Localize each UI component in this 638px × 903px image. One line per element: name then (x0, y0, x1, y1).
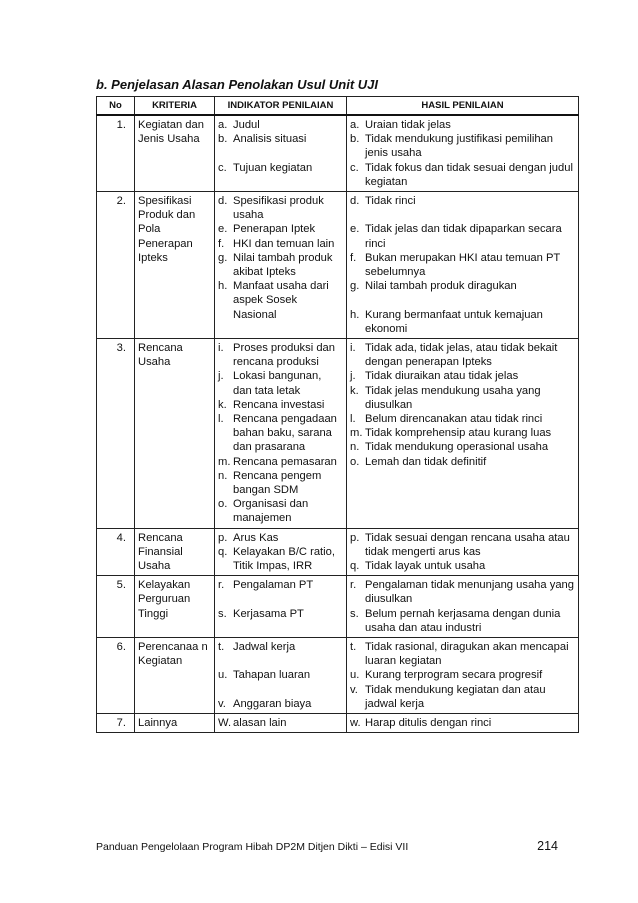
item-letter: t. (350, 641, 357, 654)
item-letter: i. (350, 342, 356, 355)
list-item (218, 341, 343, 369)
item-letter: g. (218, 251, 228, 264)
list-item (218, 697, 343, 711)
item-letter: c. (218, 161, 227, 174)
list-item (218, 545, 343, 573)
spacer (218, 654, 343, 668)
list-item (350, 716, 575, 730)
item-letter: o. (350, 455, 360, 468)
item-letter: d. (350, 195, 360, 208)
cell-kriteria: Spesifikasi Produk dan Pola Penerapan Ipteks (135, 192, 215, 339)
spacer (218, 592, 343, 606)
table-row (97, 339, 579, 529)
item-text: Tidak komprehensip atau kurang luas (365, 427, 552, 440)
item-letter: b. (350, 133, 360, 146)
item-letter: k. (218, 398, 227, 411)
list-item (350, 668, 575, 682)
item-text: Kerjasama PT (233, 607, 304, 620)
item-text: Analisis situasi (233, 133, 307, 146)
item-text: Tidak fokus dan tidak sesuai dengan judul kegiatan (365, 161, 573, 188)
section-title: b. Penjelasan Alasan Penolakan Usul Unit UJI (96, 77, 378, 92)
item-letter: e. (350, 223, 360, 236)
cell-no: 2. (97, 192, 135, 339)
cell-indikator (215, 638, 347, 714)
item-text: Tidak rinci (365, 195, 416, 208)
item-text: Kurang bermanfaat untuk kemajuan ekonomi (365, 308, 543, 335)
item-text: Tidak jelas dan tidak dipaparkan secara rinci (365, 223, 562, 250)
item-letter: o. (218, 498, 228, 511)
rejection-criteria-table (96, 96, 579, 733)
item-text: Anggaran biaya (233, 697, 312, 710)
item-text: Uraian tidak jelas (365, 119, 451, 131)
list-item (218, 531, 343, 545)
item-letter: m. (218, 455, 231, 468)
cell-kriteria: Rencana Usaha (135, 339, 215, 529)
list-item (350, 578, 575, 606)
item-text: Rencana investasi (233, 398, 325, 411)
header-no: No (97, 97, 135, 116)
item-text: Proses produksi dan rencana produksi (233, 342, 335, 369)
item-text: Bukan merupakan HKI atau temuan PT sebelumnya (365, 251, 561, 279)
item-text: Belum pernah kerjasama dengan dunia usaha dan atau industri (365, 607, 561, 634)
item-text: Pengalaman tidak menunjang usaha yang diusulkan (365, 579, 574, 606)
list-item (350, 440, 575, 454)
list-item (350, 531, 575, 559)
cell-indikator (215, 115, 347, 192)
item-text: Tidak mendukung operasional usaha (365, 441, 549, 454)
item-text: Tidak rasional, diragukan akan mencapai luaran kegiatan (365, 641, 569, 668)
list-item (218, 279, 343, 322)
list-item (218, 161, 343, 175)
list-item (350, 455, 575, 469)
list-item (350, 194, 575, 208)
item-text: Jadwal kerja (233, 641, 296, 654)
item-text: Rencana pengadaan bahan baku, sarana dan prasarana (233, 413, 337, 454)
item-text: Arus Kas (233, 531, 279, 544)
item-letter: l. (218, 413, 224, 426)
header-kriteria: KRITERIA (135, 97, 215, 116)
item-text: HKI dan temuan lain (233, 237, 335, 250)
item-letter: g. (350, 280, 360, 293)
spacer (218, 683, 343, 697)
item-letter: p. (350, 531, 360, 544)
list-item (218, 716, 343, 730)
spacer (218, 146, 343, 160)
item-text: Kurang terprogram secara progresif (365, 669, 543, 682)
item-letter: e. (218, 223, 228, 236)
item-text: Manfaat usaha dari aspek Sosek Nasional (233, 280, 329, 321)
item-letter: q. (218, 545, 228, 558)
item-letter: n. (350, 441, 360, 454)
list-item (350, 251, 575, 279)
list-item (350, 222, 575, 250)
item-text: Rencana pengem bangan SDM (233, 469, 322, 497)
cell-no: 3. (97, 339, 135, 529)
cell-hasil (347, 192, 579, 339)
item-text: Pengalaman PT (233, 579, 314, 592)
item-letter: r. (350, 579, 357, 592)
item-text: Nilai tambah produk akibat Ipteks (233, 251, 333, 279)
item-text: alasan lain (233, 717, 287, 730)
item-letter: v. (218, 697, 226, 710)
item-letter: l. (350, 413, 356, 426)
item-letter: u. (350, 669, 360, 682)
item-letter: a. (350, 119, 360, 131)
table-row (97, 528, 579, 576)
list-item (218, 398, 343, 412)
item-letter: k. (350, 384, 359, 397)
list-item (350, 161, 575, 189)
cell-indikator (215, 528, 347, 576)
list-item (350, 607, 575, 635)
list-item (350, 308, 575, 336)
item-letter: h. (350, 308, 360, 321)
item-text: Belum direncanakan atau tidak rinci (365, 413, 543, 426)
list-item (218, 222, 343, 236)
table-row (97, 192, 579, 339)
page-footer (96, 839, 558, 853)
item-letter: r. (218, 579, 225, 592)
item-letter: a. (218, 119, 228, 131)
table-row (97, 638, 579, 714)
list-item (218, 132, 343, 146)
item-text: Tujuan kegiatan (233, 161, 313, 174)
item-letter: u. (218, 669, 228, 682)
cell-hasil (347, 638, 579, 714)
list-item (350, 640, 575, 668)
item-text: Organisasi dan manajemen (233, 498, 309, 525)
list-item (350, 683, 575, 711)
item-text: Judul (233, 119, 260, 131)
item-text: Harap ditulis dengan rinci (365, 717, 492, 730)
cell-kriteria: Perencanaa n Kegiatan (135, 638, 215, 714)
item-text: Rencana pemasaran (233, 455, 337, 468)
item-letter: d. (218, 195, 228, 208)
cell-kriteria: Kelayakan Perguruan Tinggi (135, 576, 215, 638)
item-letter: j. (218, 370, 224, 383)
cell-hasil (347, 576, 579, 638)
list-item (218, 369, 343, 397)
item-letter: q. (350, 560, 360, 573)
cell-kriteria: Rencana Finansial Usaha (135, 528, 215, 576)
cell-indikator (215, 714, 347, 733)
cell-no: 4. (97, 528, 135, 576)
spacer (350, 208, 575, 222)
item-letter: s. (218, 607, 227, 620)
list-item (218, 251, 343, 279)
list-item (218, 118, 343, 132)
list-item (218, 668, 343, 682)
cell-hasil (347, 528, 579, 576)
list-item (350, 118, 575, 132)
spacer (350, 293, 575, 307)
list-item (218, 578, 343, 592)
item-letter: b. (218, 133, 228, 146)
item-letter: v. (350, 683, 358, 696)
list-item (218, 194, 343, 222)
cell-kriteria: Lainnya (135, 714, 215, 733)
item-text: Tidak ada, tidak jelas, atau tidak bekait dengan penerapan Ipteks (365, 342, 558, 369)
item-letter: f. (218, 237, 225, 250)
item-text: Lemah dan tidak definitif (365, 455, 487, 468)
item-text: Kelayakan B/C ratio, Titik Impas, IRR (233, 545, 335, 573)
item-text: Tahapan luaran (233, 669, 311, 682)
cell-indikator (215, 192, 347, 339)
list-item (350, 132, 575, 160)
list-item (350, 369, 575, 383)
item-letter: i. (218, 342, 224, 355)
item-letter: j. (350, 370, 356, 383)
table-header-row (97, 97, 579, 116)
cell-no: 1. (97, 115, 135, 192)
list-item (218, 607, 343, 621)
table-row (97, 115, 579, 192)
cell-indikator (215, 339, 347, 529)
cell-no: 7. (97, 714, 135, 733)
list-item (218, 455, 343, 469)
item-letter: t. (218, 641, 225, 654)
list-item (350, 279, 575, 293)
item-letter: p. (218, 531, 228, 544)
cell-kriteria: Kegiatan dan Jenis Usaha (135, 115, 215, 192)
item-text: Tidak sesuai dengan rencana usaha atau tidak mengerti arus kas (365, 531, 570, 558)
item-text: Tidak layak untuk usaha (365, 560, 486, 573)
item-text: Tidak mendukung kegiatan dan atau jadwal kerja (365, 683, 546, 710)
list-item (218, 469, 343, 497)
list-item (218, 640, 343, 654)
list-item (350, 559, 575, 573)
cell-hasil (347, 115, 579, 192)
header-hasil: HASIL PENILAIAN (347, 97, 579, 116)
header-indikator: INDIKATOR PENILAIAN (215, 97, 347, 116)
page-number: 214 (537, 839, 558, 853)
item-letter: w. (350, 717, 361, 730)
list-item (350, 341, 575, 369)
list-item (350, 426, 575, 440)
item-text: Tidak jelas mendukung usaha yang diusulkan (365, 384, 541, 411)
list-item (350, 384, 575, 412)
cell-indikator (215, 576, 347, 638)
table-row (97, 576, 579, 638)
list-item (218, 412, 343, 455)
item-text: Nilai tambah produk diragukan (365, 280, 517, 293)
table-body (97, 115, 579, 733)
list-item (218, 497, 343, 525)
item-letter: n. (218, 469, 228, 482)
item-letter: m. (350, 427, 363, 440)
item-letter: h. (218, 280, 228, 293)
footer-text: Panduan Pengelolaan Program Hibah DP2M Ditjen Dikti – Edisi VII (96, 841, 409, 853)
cell-no: 6. (97, 638, 135, 714)
list-item (218, 237, 343, 251)
item-letter: s. (350, 607, 359, 620)
item-letter: W. (218, 717, 232, 730)
item-text: Penerapan Iptek (233, 223, 316, 236)
list-item (350, 412, 575, 426)
item-text: Spesifikasi produk usaha (233, 195, 324, 222)
item-text: Tidak mendukung justifikasi pemilihan jenis usaha (365, 133, 554, 160)
cell-hasil (347, 714, 579, 733)
item-text: Tidak diuraikan atau tidak jelas (365, 370, 519, 383)
cell-no: 5. (97, 576, 135, 638)
item-letter: c. (350, 161, 359, 174)
item-text: Lokasi bangunan, dan tata letak (233, 370, 322, 397)
item-letter: f. (350, 251, 357, 264)
cell-hasil (347, 339, 579, 529)
table-row (97, 714, 579, 733)
